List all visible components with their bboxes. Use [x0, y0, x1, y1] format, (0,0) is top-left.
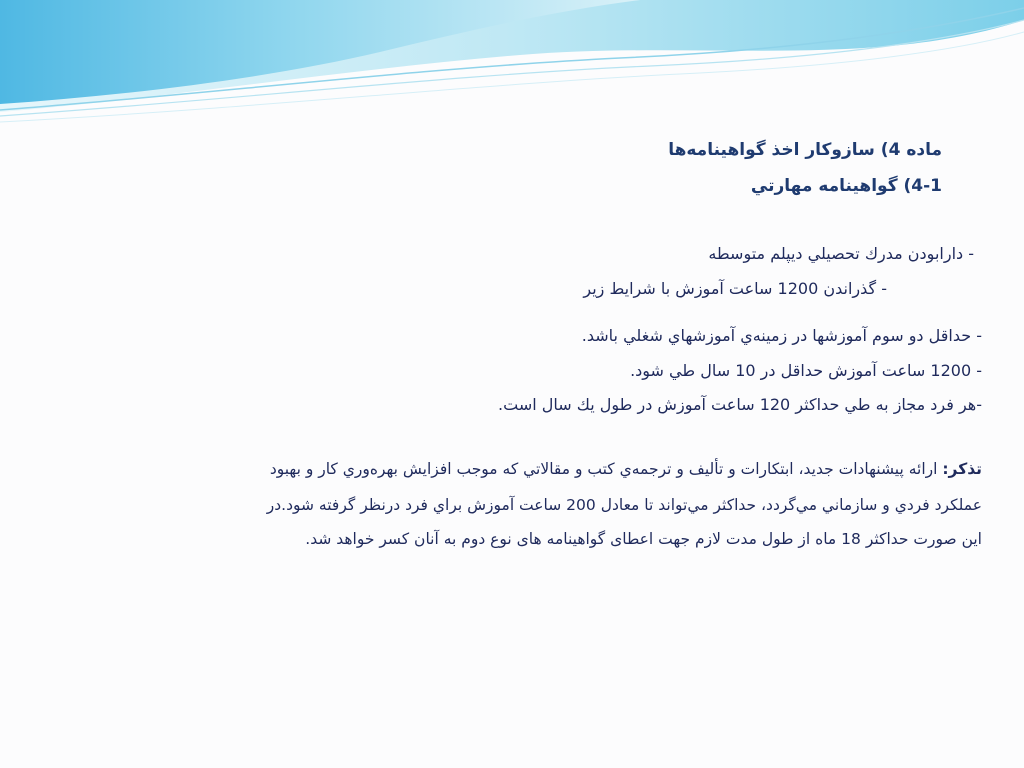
note-label: تذكر: [942, 460, 982, 478]
note-line-1 [270, 460, 982, 478]
requirement-item: - گذراندن 1200 ساعت آموزش با شرايط زير [583, 279, 887, 298]
article-title: ماده 4) سازوكار اخذ گواهینامه‌ها [668, 140, 942, 160]
note-line-3: اين صورت حداکثر 18 ماه از طول مدت لازم جهت اعطای گواهینامه های نوع دوم به آنان کسر خواهد شد. [305, 530, 982, 548]
note-line-2: عملكرد فردي و سازماني مي‌گردد، حداكثر مي‌تواند تا معادل 200 ساعت آموزش براي فرد درنظر گرفته شود.در [266, 496, 982, 514]
requirement-item: - دارابودن مدرك تحصيلي ديپلم متوسطه [708, 244, 974, 263]
section-title: 4-1) گواهینامه مهارتي [750, 176, 942, 196]
condition-item: - 1200 ساعت آموزش حداقل در 10 سال طي شود. [630, 361, 982, 380]
wave-header-decoration [0, 0, 1024, 130]
condition-item: -هر فرد مجاز به طي حداكثر 120 ساعت آموزش در طول يك سال است. [498, 395, 982, 414]
condition-item: - حداقل دو سوم آموزشها در زمينه‌ي آموزشهاي شغلي باشد. [581, 326, 982, 345]
note-text: ارائه پيشنهادات جديد، ابتكارات و تأليف و ترجمه‌ي كتب و مقالاتي كه موجب افزايش بهره‌وري كار و بهبود [269, 460, 943, 478]
